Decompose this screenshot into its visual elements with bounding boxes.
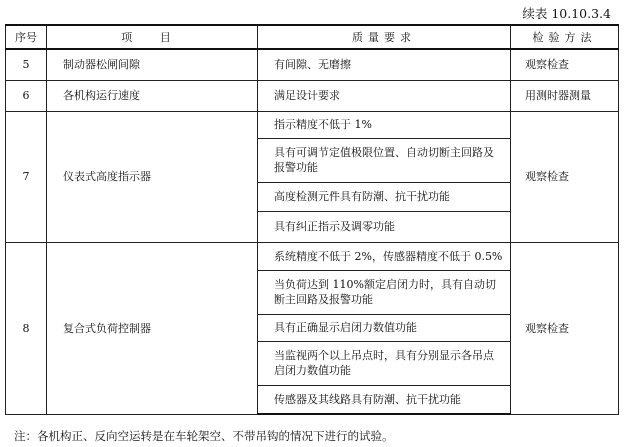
inspection-method: 观察检查 xyxy=(511,242,619,414)
row-number: 7 xyxy=(6,111,47,242)
table-header-row xyxy=(6,25,619,49)
inspection-method: 用测时器测量 xyxy=(511,80,619,111)
table-row xyxy=(6,80,619,111)
requirement-cell: 满足设计要求 xyxy=(258,80,511,111)
requirement-cell: 当监视两个以上吊点时，具有分别显示各吊点启闭力数值功能 xyxy=(258,341,511,385)
row-item: 仪表式高度指示器 xyxy=(47,111,258,242)
row-item: 制动器松闸间隙 xyxy=(47,49,258,80)
header-method: 检验方法 xyxy=(511,25,619,49)
requirement-cell: 系统精度不低于 2%，传感器精度不低于 0.5% xyxy=(258,242,511,270)
requirement-cell: 有间隙、无磨擦 xyxy=(258,49,511,80)
requirement-cell: 当负荷达到 110%额定启闭力时，具有自动切断主回路及报警功能 xyxy=(258,270,511,314)
table-row xyxy=(6,242,619,270)
quality-inspection-table xyxy=(5,24,619,415)
row-number: 8 xyxy=(6,242,47,414)
row-number: 6 xyxy=(6,80,47,111)
table-row xyxy=(6,49,619,80)
inspection-method: 观察检查 xyxy=(511,49,619,80)
row-number: 5 xyxy=(6,49,47,80)
table-footnote: 注：各机构正、反向空运转是在车轮架空、不带吊钩的情况下进行的试验。 xyxy=(14,429,394,443)
table-row xyxy=(6,111,619,138)
header-item: 项 目 xyxy=(47,25,258,49)
requirement-cell: 具有可调节定值极限位置、自动切断主回路及报警功能 xyxy=(258,138,511,182)
row-item: 各机构运行速度 xyxy=(47,80,258,111)
requirement-cell: 指示精度不低于 1% xyxy=(258,111,511,138)
requirement-cell: 传感器及其线路具有防潮、抗干扰功能 xyxy=(258,385,511,414)
row-item: 复合式负荷控制器 xyxy=(47,242,258,414)
requirement-cell: 具有纠正指示及调零功能 xyxy=(258,211,511,242)
requirement-cell: 具有正确显示启闭力数值功能 xyxy=(258,314,511,341)
header-no: 序号 xyxy=(6,25,47,49)
inspection-method: 观察检查 xyxy=(511,111,619,242)
requirement-cell: 高度检测元件具有防潮、抗干扰功能 xyxy=(258,182,511,211)
header-requirement: 质量要求 xyxy=(258,25,511,49)
table-caption: 续表 10.10.3.4 xyxy=(522,6,611,21)
